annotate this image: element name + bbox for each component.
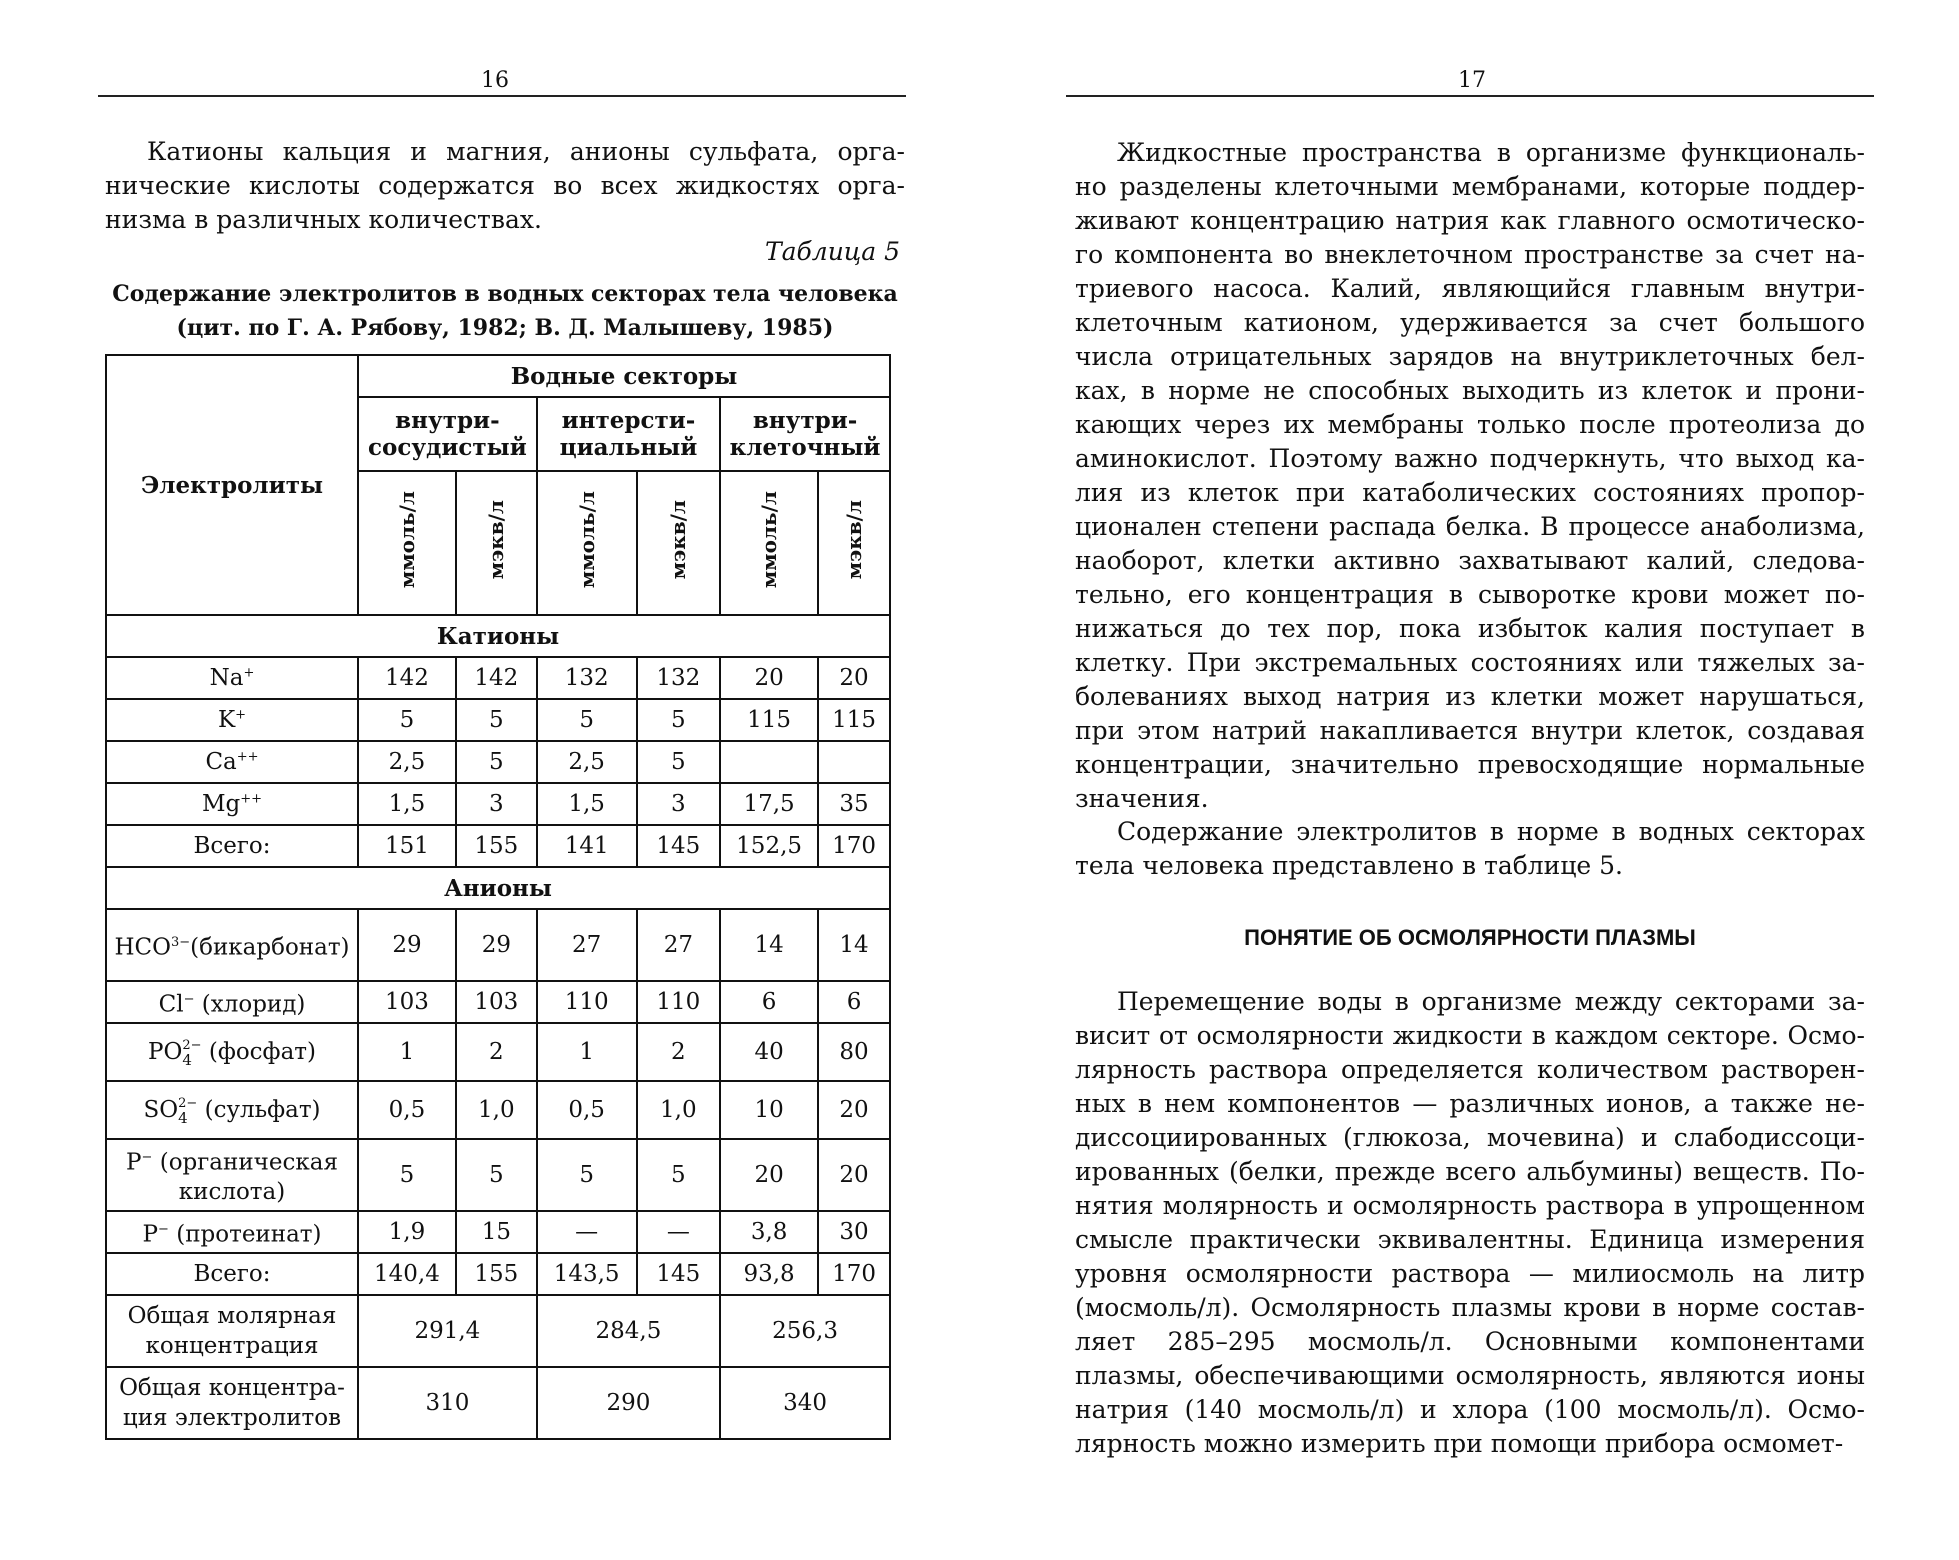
table-cell: 141: [537, 825, 637, 867]
table-cell: 29: [358, 909, 456, 981]
unit-header: мэкв/л: [637, 471, 721, 615]
intro-paragraph: [105, 135, 905, 237]
table-cell: 2,5: [358, 741, 456, 783]
text-line: висит от осмолярности жидкости в каждом секторе. Осмо-: [1075, 1021, 1865, 1050]
table-row: [106, 1211, 890, 1253]
header-electrolytes: Электролиты: [106, 355, 358, 615]
text-line: низма в различных количествах.: [105, 205, 542, 234]
text-line: концентрации, значительно превосходящие нормальные: [1075, 750, 1865, 779]
electrolyte-label: Общая концентра-ция электролитов: [106, 1367, 358, 1439]
table-cell: 20: [720, 657, 818, 699]
table-cell: 1,0: [456, 1081, 537, 1139]
text-line: смысле практически эквивалентны. Единица измерения: [1075, 1225, 1865, 1254]
page-number: 16: [481, 68, 509, 93]
electrolyte-name: PO 2− 4 (фосфат): [106, 1023, 358, 1081]
table-cell: 5: [637, 699, 721, 741]
table-cell: 284,5: [537, 1295, 720, 1367]
table-cell: [818, 741, 890, 783]
table-cell: 155: [456, 825, 537, 867]
table-row: [106, 699, 890, 741]
text-line: ных в нем компонентов — различных ионов, а также не-: [1075, 1089, 1865, 1118]
text-line: ках, в норме не способных выходить из клеток и прони-: [1075, 376, 1865, 405]
table-cell: 3: [456, 783, 537, 825]
text-line: живают концентрацию натрия как главного осмотическо-: [1075, 206, 1865, 235]
text-line: Перемещение воды в организме между секторами за-: [1117, 987, 1865, 1016]
text-line: нятия молярность и осмолярность раствора в упрощенном: [1075, 1191, 1865, 1220]
electrolyte-name: P− (протеинат): [106, 1211, 358, 1253]
table-row-electrolyte-total: [106, 1367, 890, 1439]
text-line: числа отрицательных зарядов на внутриклеточных бел-: [1075, 342, 1865, 371]
table-cell: 132: [637, 657, 721, 699]
table-cell: 5: [537, 699, 637, 741]
table-cell: 1,5: [537, 783, 637, 825]
table-cell: 3,8: [720, 1211, 818, 1253]
unit-header: мэкв/л: [818, 471, 890, 615]
text-line: Содержание электролитов в норме в водных секторах: [1117, 817, 1865, 846]
table-cell: 151: [358, 825, 456, 867]
table-row: [106, 783, 890, 825]
total-label: Всего:: [106, 1253, 358, 1295]
table-cell: 10: [720, 1081, 818, 1139]
header-rule: [98, 95, 906, 97]
anions-header: Анионы: [106, 867, 890, 909]
text-line: кающих через их мембраны только после протеолиза до: [1075, 410, 1865, 439]
table-cell: 5: [358, 1139, 456, 1211]
table-cell: 15: [456, 1211, 537, 1253]
molar-label: Общая молярная концентрация: [106, 1295, 358, 1367]
table-cell: 27: [537, 909, 637, 981]
text-line: но разделены клеточными мембранами, которые поддер-: [1075, 172, 1865, 201]
table-cell: 17,5: [720, 783, 818, 825]
text-line: тельно, его концентрация в сыворотке крови может по-: [1075, 580, 1865, 609]
text-line: ционален степени распада белка. В процессе анаболизма,: [1075, 512, 1865, 541]
table-row: [106, 657, 890, 699]
table-cell: 40: [720, 1023, 818, 1081]
table-row-total: [106, 825, 890, 867]
table-row: [106, 909, 890, 981]
table-cell: 0,5: [358, 1081, 456, 1139]
table-cell: 27: [637, 909, 721, 981]
table-cell: 80: [818, 1023, 890, 1081]
table-cell: 110: [637, 981, 721, 1023]
table-cell: 2: [637, 1023, 721, 1081]
text-line: лярность можно измерить при помощи прибора осмомет-: [1075, 1429, 1844, 1458]
table-number: Таблица 5: [764, 237, 900, 266]
table-cell: 14: [818, 909, 890, 981]
unit-header: ммоль/л: [358, 471, 456, 615]
table-row: [106, 741, 890, 783]
table-title-line: (цит. по Г. А. Рябову, 1982; В. Д. Малышеву, 1985): [176, 315, 834, 341]
table-row: [106, 981, 890, 1023]
electrolyte-name: Ca++: [106, 741, 358, 783]
table-cell: 14: [720, 909, 818, 981]
table-cell: 142: [456, 657, 537, 699]
text-line: клетку. При экстремальных состояниях или тяжелых за-: [1075, 648, 1865, 677]
table-cell: 152,5: [720, 825, 818, 867]
table-cell: 93,8: [720, 1253, 818, 1295]
paragraph-osmolarity: [1075, 985, 1865, 1461]
table-title: [105, 277, 905, 345]
table-row-total: [106, 1253, 890, 1295]
electrolyte-name: $HCO^{3-}(бикарбонат)$: [106, 909, 358, 981]
header-sector-interstitial: интерсти- циальный: [537, 397, 720, 471]
table-cell: 145: [637, 1253, 721, 1295]
table-row: [106, 1023, 890, 1081]
text-line: триевого насоса. Калий, являющийся главным внутри-: [1075, 274, 1865, 303]
unit-header: ммоль/л: [720, 471, 818, 615]
electrolyte-name: SO 2− 4 (сульфат): [106, 1081, 358, 1139]
table-cell: 6: [720, 981, 818, 1023]
header-water-sectors: Водные секторы: [358, 355, 890, 397]
table-cell: —: [637, 1211, 721, 1253]
table-cell: 170: [818, 825, 890, 867]
table-cell: 5: [637, 741, 721, 783]
table-cell: —: [537, 1211, 637, 1253]
table-title-line: Содержание электролитов в водных секторах тела человека: [112, 281, 898, 307]
table-cell: 115: [818, 699, 890, 741]
table-cell: 142: [358, 657, 456, 699]
table-cell: 5: [358, 699, 456, 741]
table-cell: 29: [456, 909, 537, 981]
table-cell: 103: [456, 981, 537, 1023]
table-cell: 140,4: [358, 1253, 456, 1295]
text-line: натрия (140 мосмоль/л) и хлора (100 мосмоль/л). Осмо-: [1075, 1395, 1865, 1424]
table-cell: 143,5: [537, 1253, 637, 1295]
text-line: ляет 285–295 мосмоль/л. Основными компонентами: [1075, 1327, 1865, 1356]
text-line: наоборот, клетки активно захватывают калий, следова-: [1075, 546, 1865, 575]
total-label: Всего:: [106, 825, 358, 867]
unit-header: мэкв/л: [456, 471, 537, 615]
text-line: аминокислот. Поэтому важно подчеркнуть, что выход ка-: [1075, 444, 1865, 473]
text-line: клеточным катионом, удерживается за счет большого: [1075, 308, 1865, 337]
table-cell: 20: [720, 1139, 818, 1211]
section-title: ПОНЯТИЕ ОБ ОСМОЛЯРНОСТИ ПЛАЗМЫ: [1244, 925, 1696, 950]
text-line: лярность раствора определяется количеством растворен-: [1075, 1055, 1865, 1084]
table-cell: 35: [818, 783, 890, 825]
table-cell: 290: [537, 1367, 720, 1439]
table-cell: 310: [358, 1367, 537, 1439]
electrolyte-name: P− (органическая кислота): [106, 1139, 358, 1211]
header-sector-intracellular: внутри- клеточный: [720, 397, 890, 471]
unit-header: ммоль/л: [537, 471, 637, 615]
electrolyte-name: K+: [106, 699, 358, 741]
table-cell: 6: [818, 981, 890, 1023]
table-cell: 115: [720, 699, 818, 741]
text-line: (мосмоль/л). Осмолярность плазмы крови в норме состав-: [1075, 1293, 1865, 1322]
table-row: [106, 1139, 890, 1211]
table-cell: 145: [637, 825, 721, 867]
cations-header: Катионы: [106, 615, 890, 657]
paragraph-table-reference: [1075, 815, 1865, 883]
electrolyte-name: Mg++: [106, 783, 358, 825]
text-line: плазмы, обеспечивающими осмолярность, являются ионы: [1075, 1361, 1865, 1390]
text-line: Жидкостные пространства в организме функциональ-: [1117, 138, 1865, 167]
table-cell: 20: [818, 1081, 890, 1139]
table-cell: 155: [456, 1253, 537, 1295]
page-number: 17: [1458, 68, 1486, 93]
table-cell: 170: [818, 1253, 890, 1295]
table-row-molar: [106, 1295, 890, 1367]
table-cell: 103: [358, 981, 456, 1023]
table-cell: 20: [818, 1139, 890, 1211]
table-cell: 20: [818, 657, 890, 699]
table-cell: 1,0: [637, 1081, 721, 1139]
text-line: диссоциированных (глюкоза, мочевина) и слабодиссоци-: [1075, 1123, 1865, 1152]
table-cell: 30: [818, 1211, 890, 1253]
table-cell: 2: [456, 1023, 537, 1081]
table-cell: 1,5: [358, 783, 456, 825]
table-cell: 1: [537, 1023, 637, 1081]
table-row: [106, 1081, 890, 1139]
table-cell: [720, 741, 818, 783]
text-line: Катионы кальция и магния, анионы сульфата, орга-: [147, 137, 905, 166]
table-cell: 1,9: [358, 1211, 456, 1253]
table-cell: 132: [537, 657, 637, 699]
text-line: уровня осмолярности раствора — милиосмоль на литр: [1075, 1259, 1865, 1288]
electrolytes-table: [105, 354, 891, 1440]
table-cell: 2,5: [537, 741, 637, 783]
table-cell: 5: [456, 1139, 537, 1211]
table-cell: 256,3: [720, 1295, 890, 1367]
electrolyte-name: Na+: [106, 657, 358, 699]
text-line: тела человека представлено в таблице 5.: [1075, 851, 1623, 880]
table-cell: 5: [537, 1139, 637, 1211]
text-line: при этом натрий накапливается внутри клеток, создавая: [1075, 716, 1865, 745]
table-cell: 5: [456, 741, 537, 783]
table-cell: 5: [456, 699, 537, 741]
text-line: болеваниях выход натрия из клетки может нарушаться,: [1075, 682, 1865, 711]
table-cell: 1: [358, 1023, 456, 1081]
table-cell: 340: [720, 1367, 890, 1439]
text-line: го компонента во внеклеточном пространстве за счет на-: [1075, 240, 1865, 269]
header-rule: [1066, 95, 1874, 97]
text-line: ированных (белки, прежде всего альбумины) веществ. По-: [1075, 1157, 1865, 1186]
table-cell: 5: [637, 1139, 721, 1211]
electrolyte-name: Cl− (хлорид): [106, 981, 358, 1023]
text-line: значения.: [1075, 784, 1209, 813]
header-sector-intravascular: внутри- сосудистый: [358, 397, 537, 471]
table-cell: 3: [637, 783, 721, 825]
table-cell: 0,5: [537, 1081, 637, 1139]
table-cell: 291,4: [358, 1295, 537, 1367]
text-line: лия из клеток при катаболических состояниях пропор-: [1075, 478, 1865, 507]
paragraph-fluid-spaces: [1075, 136, 1865, 816]
text-line: нижаться до тех пор, пока избыток калия поступает в: [1075, 614, 1865, 643]
text-line: нические кислоты содержатся во всех жидкостях орга-: [105, 171, 905, 200]
table-cell: 110: [537, 981, 637, 1023]
